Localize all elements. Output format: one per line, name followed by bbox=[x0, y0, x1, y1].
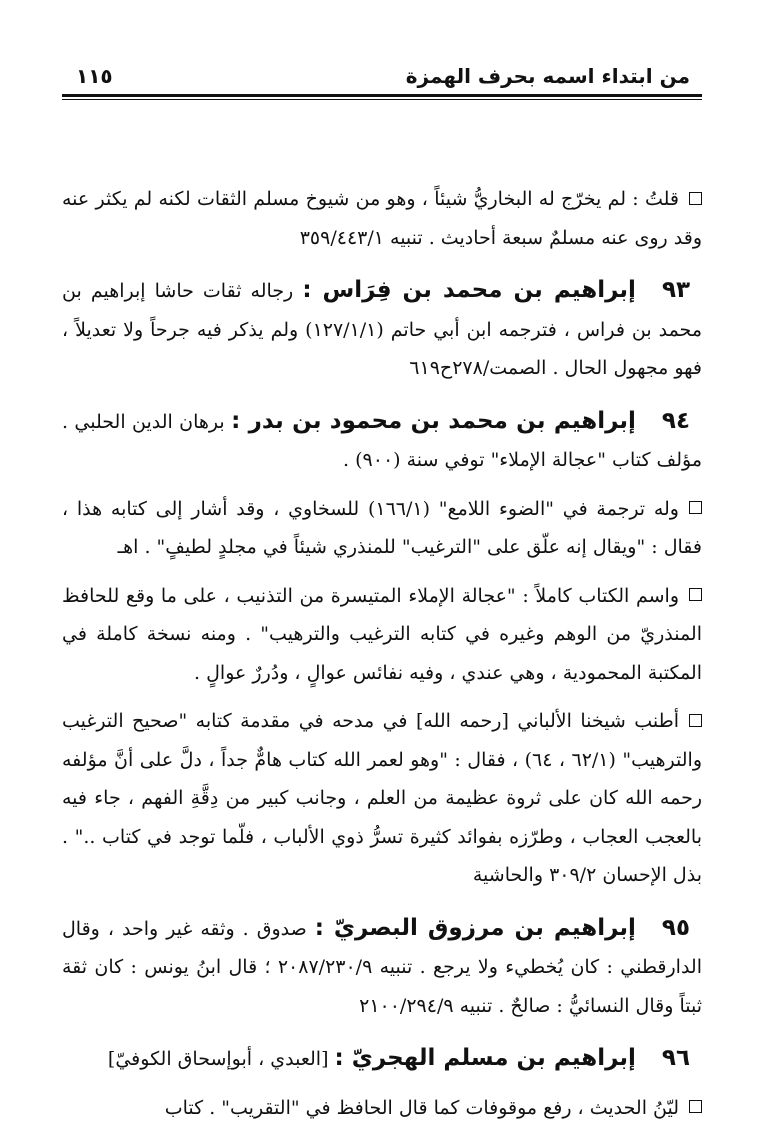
page bbox=[62, 48, 702, 100]
entry-name: إبراهيم بن مسلم الهجريّ : bbox=[335, 1045, 636, 1071]
note-paragraph bbox=[62, 1089, 702, 1127]
entry-text: صدوق . وثقه غير واحد ، وقال الدارقطني : كان يُخطيء ولا يرجع . تنبيه ٢٠٨٧/٢٣٠/٩ ؛ قال ابنُ يونس : كان ثقة ثبتاً وقال النسائيُّ : صالحٌ . تنبيه ٢١٠٠/٢٩٤/٩ bbox=[62, 918, 702, 1017]
entry-name: إبراهيم بن محمد بن محمود بن بدر : bbox=[231, 408, 636, 434]
page-body bbox=[62, 180, 702, 1127]
note-text: أطنب شيخنا الألباني [رحمه الله] في مدحه في مقدمة كتابه "صحيح الترغيب والترهيب" (٦٢/١ ، ٦٤) ، فقال : "وهو لعمر الله كتاب هامٌّ جداً ، دلَّ على أنَّ مؤلفه رحمه الله كان على ثروة عظيمة من العلم ، وجانب كبير من دِقَّةِ الفهم ، جاء فيه بالعجب العجاب ، وطرّزه بفوائد كثيرة تسرُّ ذوي الألباب ، فلّما توجد في كتاب .." . بذل الإحسان ٣٠٩/٢ والحاشية bbox=[62, 710, 702, 886]
note-text: وله ترجمة في "الضوء اللامع" (١٦٦/١) للسخاوي ، وقد أشار إلى كتابه هذا ، فقال : "ويقال إنه علّق على "الترغيب" للمنذري شيئاً في مجلدٍ لطيفٍ" . اهـ bbox=[62, 498, 702, 559]
entry-name: إبراهيم بن مرزوق البصريّ : bbox=[315, 915, 636, 941]
square-bullet-icon bbox=[689, 501, 702, 514]
header-rule-thick bbox=[62, 94, 702, 97]
note-paragraph bbox=[62, 180, 702, 257]
entry-text: رجاله ثقات حاشا إبراهيم بن محمد بن فراس ، فترجمه ابن أبي حاتم (١٢٧/١/١) ولم يذكر فيه جرحاً ولا تعديلاً ، فهو مجهول الحال . الصمت/٢٧٨ح٦١٩ bbox=[62, 280, 702, 379]
entry-93 bbox=[62, 271, 702, 388]
header-rule-thin bbox=[62, 99, 702, 100]
note-text: واسم الكتاب كاملاً : "عجالة الإملاء المتيسرة من التذنيب ، على ما وقع للحافظ المنذريّ من الوهم وغيره في كتابه الترغيب والترهيب" . ومنه نسخة كاملة في المكتبة المحمودية ، وهي عندي ، وفيه نفائس عوالٍ ، ودُررٌ عوالٍ . bbox=[62, 585, 702, 684]
note-text: قلتُ : لم يخرّج له البخاريُّ شيئاً ، وهو من شيوخ مسلم الثقات لكنه لم يكثر عنه وقد روى عنه مسلمٌ سبعة أحاديث . تنبيه ٣٥٩/٤٤٣/١ bbox=[62, 188, 702, 249]
page-number: ١١٥ bbox=[76, 64, 113, 88]
square-bullet-icon bbox=[689, 588, 702, 601]
square-bullet-icon bbox=[689, 1100, 702, 1113]
note-paragraph bbox=[62, 490, 702, 567]
entry-number: ٩٦ bbox=[662, 1045, 690, 1071]
entry-number: ٩٣ bbox=[662, 277, 690, 303]
square-bullet-icon bbox=[689, 192, 702, 205]
entry-number: ٩٤ bbox=[662, 408, 690, 434]
note-text: ليّنُ الحديث ، رفع موقوفات كما قال الحافظ في "التقريب" . كتاب bbox=[165, 1097, 679, 1119]
entry-name: إبراهيم بن محمد بن فِرَاس : bbox=[302, 277, 636, 303]
entry-text: [العبدي ، أبوإسحاق الكوفيّ] bbox=[108, 1048, 329, 1070]
entry-text: برهان الدين الحلبي . مؤلف كتاب "عجالة الإملاء" توفي سنة (٩٠٠) . bbox=[62, 411, 702, 472]
entry-95 bbox=[62, 909, 702, 1026]
note-paragraph bbox=[62, 702, 702, 895]
square-bullet-icon bbox=[689, 714, 702, 727]
entry-96 bbox=[62, 1039, 702, 1079]
entry-94 bbox=[62, 402, 702, 480]
running-header bbox=[62, 48, 702, 88]
chapter-title: من ابتداء اسمه بحرف الهمزة bbox=[406, 64, 690, 88]
note-paragraph bbox=[62, 577, 702, 693]
entry-number: ٩٥ bbox=[662, 915, 690, 941]
